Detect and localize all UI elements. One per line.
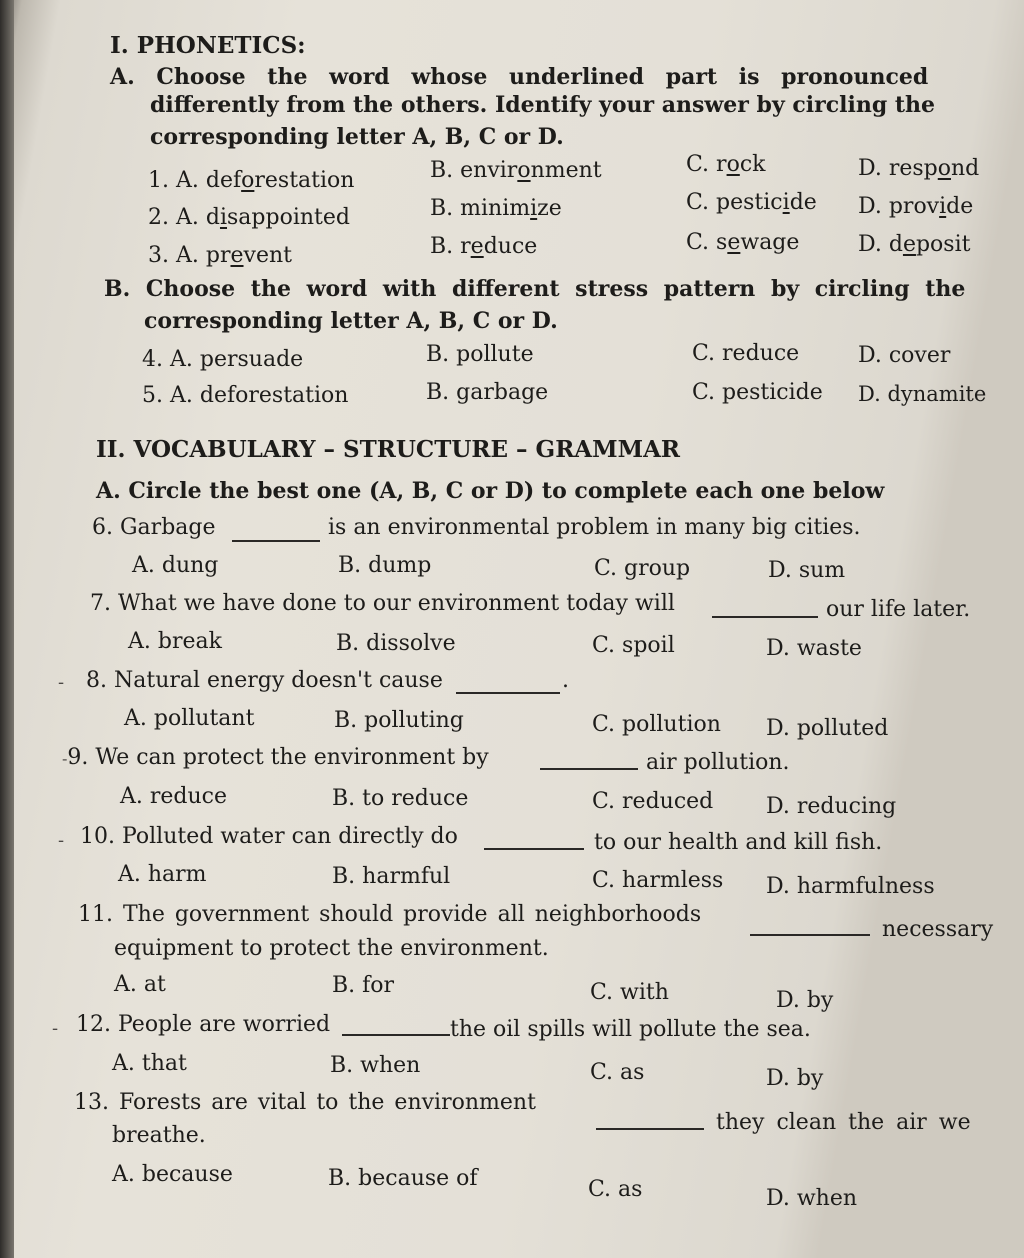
question-6-option-d[interactable]: D. sum [768, 558, 846, 583]
question-12-option-a[interactable]: A. that [112, 1051, 187, 1076]
question-7-stem-start: 7. What we have done to our environment today will [90, 591, 675, 616]
question-6-option-b[interactable]: B. dump [338, 553, 432, 578]
question-6-blank[interactable] [232, 540, 320, 542]
section-vocabulary-title: II. VOCABULARY – STRUCTURE – GRAMMAR [96, 436, 681, 463]
question-9-option-a[interactable]: A. reduce [120, 784, 228, 809]
question-7-option-d[interactable]: D. waste [766, 636, 862, 661]
question-11-option-b[interactable]: B. for [332, 973, 395, 998]
question-9-option-d[interactable]: D. reducing [766, 794, 897, 819]
question-4-number: 4. [142, 347, 163, 372]
question-9-stem-end: air pollution. [646, 750, 790, 775]
question-9-stem-start: ‐9. We can protect the environment by [62, 745, 489, 770]
question-10-option-b[interactable]: B. harmful [332, 864, 451, 889]
question-5-number: 5. [142, 383, 163, 408]
question-10-stem-end: to our health and kill fish. [594, 830, 883, 855]
question-12-stem-start: 12. People are worried [76, 1012, 331, 1037]
question-8-option-c[interactable]: C. pollution [592, 712, 721, 737]
question-1-option-b[interactable]: B. environment [430, 158, 602, 183]
question-7-blank[interactable] [712, 616, 818, 618]
question-2-option-d[interactable]: D. provide [858, 194, 974, 219]
section-2-instruction: A. Circle the best one (A, B, C or D) to complete each one below [96, 478, 885, 504]
question-11-stem-continued: equipment to protect the environment. [114, 936, 549, 961]
question-3-option-d[interactable]: D. deposit [858, 232, 971, 257]
question-13-stem-start: 13. Forests are vital to the environment [74, 1090, 536, 1115]
question-12-option-d[interactable]: D. by [766, 1066, 824, 1091]
question-2-number: 2. [148, 205, 169, 230]
question-6-option-c[interactable]: C. group [594, 556, 691, 581]
question-6-stem-end: is an environmental problem in many big cities. [328, 515, 861, 540]
question-8-option-a[interactable]: A. pollutant [124, 706, 255, 731]
question-4-option-c[interactable]: C. reduce [692, 341, 800, 366]
question-13-option-c[interactable]: C. as [588, 1177, 643, 1202]
question-8-stem-start: 8. Natural energy doesn't cause [86, 668, 443, 693]
question-13-option-a[interactable]: A. because [112, 1162, 233, 1187]
question-10-stem-start: 10. Polluted water can directly do [80, 824, 458, 849]
question-8-blank[interactable] [456, 692, 560, 694]
question-2-option-a[interactable]: A. disappointed [176, 205, 350, 230]
book-spine-shadow [0, 0, 14, 1258]
question-13-stem-end: they clean the air we [716, 1110, 971, 1135]
part-b-instruction-line1: B. Choose the word with different stress pattern by circling the [104, 276, 966, 302]
question-11-option-c[interactable]: C. with [590, 980, 669, 1005]
question-11-stem-end: necessary [882, 917, 994, 942]
question-9-option-b[interactable]: B. to reduce [332, 786, 469, 811]
part-a-instruction-line3: corresponding letter A, B, C or D. [150, 124, 564, 150]
question-11-option-a[interactable]: A. at [114, 972, 166, 997]
question-5-option-b[interactable]: B. garbage [426, 380, 549, 405]
question-12-blank[interactable] [342, 1034, 450, 1036]
question-6-stem-start: 6. Garbage [92, 515, 216, 540]
question-12-option-c[interactable]: C. as [590, 1060, 645, 1085]
question-13-blank[interactable] [596, 1128, 704, 1130]
section-phonetics-title: I. PHONETICS: [110, 32, 306, 59]
question-3-option-b[interactable]: B. reduce [430, 234, 538, 259]
question-9-option-c[interactable]: C. reduced [592, 789, 714, 814]
question-2-option-b[interactable]: B. minimize [430, 196, 562, 221]
part-b-instruction-line2: corresponding letter A, B, C or D. [144, 308, 558, 334]
part-a-instruction-line1: A. Choose the word whose underlined part is pronounced [110, 64, 929, 90]
question-1-option-c[interactable]: C. rock [686, 152, 766, 177]
question-4-option-b[interactable]: B. pollute [426, 342, 534, 367]
question-1-option-a[interactable]: A. deforestation [176, 168, 355, 193]
question-5-option-c[interactable]: C. pesticide [692, 380, 823, 405]
question-7-option-c[interactable]: C. spoil [592, 633, 675, 658]
question-10-option-a[interactable]: A. harm [118, 862, 207, 887]
question-8-option-d[interactable]: D. polluted [766, 716, 889, 741]
question-7-option-a[interactable]: A. break [128, 629, 222, 654]
question-10-option-d[interactable]: D. harmfulness [766, 874, 935, 899]
question-9-blank[interactable] [540, 768, 638, 770]
question-3-option-a[interactable]: A. prevent [176, 243, 292, 268]
question-1-number: 1. [148, 168, 169, 193]
margin-tick-mark: ‐ [58, 672, 65, 693]
question-13-stem-continued: breathe. [112, 1123, 206, 1148]
question-13-option-b[interactable]: B. because of [328, 1166, 478, 1191]
question-4-option-d[interactable]: D. cover [858, 343, 951, 368]
question-7-stem-end: our life later. [826, 597, 971, 622]
question-12-option-b[interactable]: B. when [330, 1053, 421, 1078]
question-13-option-d[interactable]: D. when [766, 1186, 858, 1211]
question-11-stem-start: 11. The government should provide all neighborhoods [78, 902, 702, 927]
question-6-option-a[interactable]: A. dung [132, 553, 219, 578]
question-3-option-c[interactable]: C. sewage [686, 230, 800, 255]
question-2-option-c[interactable]: C. pesticide [686, 190, 817, 215]
question-10-blank[interactable] [484, 848, 584, 850]
question-3-number: 3. [148, 243, 169, 268]
question-12-stem-end: the oil spills will pollute the sea. [450, 1017, 811, 1042]
question-10-option-c[interactable]: C. harmless [592, 868, 724, 893]
question-4-option-a[interactable]: A. persuade [170, 347, 304, 372]
margin-tick-mark: ‐ [58, 830, 65, 851]
question-5-option-a[interactable]: A. deforestation [170, 383, 349, 408]
question-8-stem-end: . [562, 668, 569, 693]
margin-tick-mark: ‐ [52, 1018, 59, 1039]
question-5-option-d[interactable]: D. dynamite [858, 382, 987, 406]
question-11-option-d[interactable]: D. by [776, 988, 834, 1013]
part-a-instruction-line2: differently from the others. Identify your answer by circling the [150, 92, 936, 118]
question-11-blank[interactable] [750, 934, 870, 936]
question-1-option-d[interactable]: D. respond [858, 156, 980, 181]
question-8-option-b[interactable]: B. polluting [334, 708, 464, 733]
question-7-option-b[interactable]: B. dissolve [336, 631, 456, 656]
